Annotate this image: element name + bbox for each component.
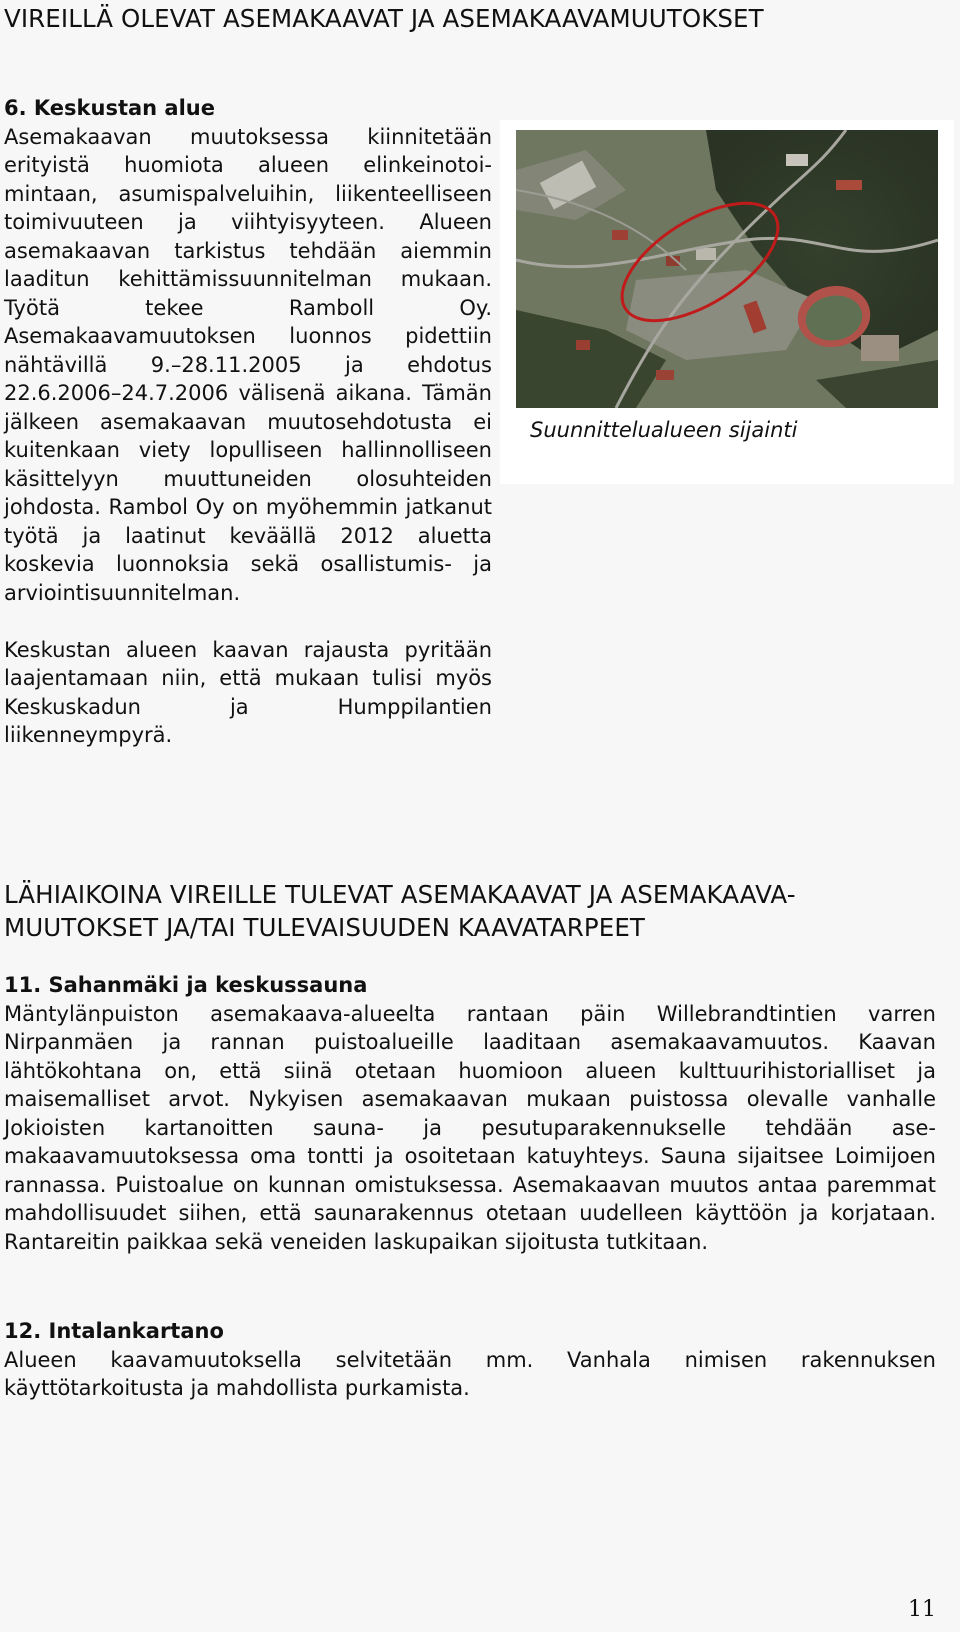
section-keskustan-alue bbox=[4, 94, 492, 750]
section-title: 12. Intalankartano bbox=[4, 1319, 224, 1343]
figure-caption: Suunnittelualueen sijainti bbox=[530, 418, 798, 442]
page-number: 11 bbox=[908, 1597, 936, 1622]
section-title: 6. Keskustan alue bbox=[4, 96, 215, 120]
section-sahanmaki bbox=[4, 971, 936, 1256]
body-paragraph: Asemakaavan muutoksessa kiinnitetään erityistä huomiota alueen elinkeinotoimintaan, asumispalveluihin, liikenteelliseen toimivuuteen ja viihtyisyyteen. Alueen asemakaavan tarkistus tehdään aiemmin laaditun kehittämissuunnitelman mukaan. Työtä tekee Ramboll Oy. Asemakaavamuutoksen luonnos pidettiin nähtävillä 9.–28.11.2005 ja ehdotus 22.6.2006–24.7.2006 välisenä aikana. Tämän jälkeen asemakaavan muutosehdotusta ei kuitenkaan viety lopulliseen hallinnolliseen käsittelyyn muuttuneiden olosuhteiden johdosta. Rambol Oy on myöhemmin jatkanut työtä ja laatinut keväällä 2012 aluetta koskevia luonnoksia sekä osallistumis- ja arviointisuunnitelman. bbox=[4, 124, 492, 605]
body-paragraph: Alueen kaavamuutoksella selvitetään mm. Vanhala nimisen rakennuksen käyttötarkoitusta ja mahdollista purkamista. bbox=[4, 1347, 936, 1400]
figure bbox=[500, 120, 954, 484]
section-intalankartano bbox=[4, 1317, 936, 1403]
body-paragraph: Keskustan alueen kaavan rajausta pyritään laajentamaan niin, että mukaan tulisi myös Keskuskadun ja Humppilantien liikenneympyrä. bbox=[4, 637, 492, 747]
section-heading-current: VIREILLÄ OLEVAT ASEMAKAAVAT JA ASEMAKAAVAMUUTOKSET bbox=[4, 4, 764, 33]
section-title: 11. Sahanmäki ja keskussauna bbox=[4, 973, 368, 997]
aerial-photo bbox=[516, 130, 938, 408]
section-heading-upcoming: LÄHIAIKOINA VIREILLE TULEVAT ASEMAKAAVAT JA ASEMAKAAVA-MUUTOKSET JA/TAI TULEVAISUUDEN KAAVATARPEET bbox=[4, 880, 796, 942]
body-paragraph: Mäntylänpuiston asemakaava-alueelta rantaan päin Willebrandtintien varren Nirpanmäen ja rannan puistoalueille laaditaan asemakaavamuutos. Kaavan lähtökohtana on, että siinä otetaan huomioon alueen kulttuurihistorialliset ja maisemalliset arvot. Nykyisen asemakaavan mukaan puistossa olevalle vanhalle Jokioisten kartanoitten sauna- ja pesutuparakennukselle tehdään asemakaavamuutoksessa oma tontti ja osoitetaan katuyhteys. Sauna sijaitsee Loimijoen rannassa. Puistoalue on kunnan omistuksessa. Asemakaavan muutos antaa paremmat mahdollisuudet siihen, että saunarakennus otetaan uudelleen käyttöön ja korjataan. Rantareitin paikkaa sekä veneiden laskupaikan sijoitusta tutkitaan. bbox=[4, 1001, 936, 1254]
